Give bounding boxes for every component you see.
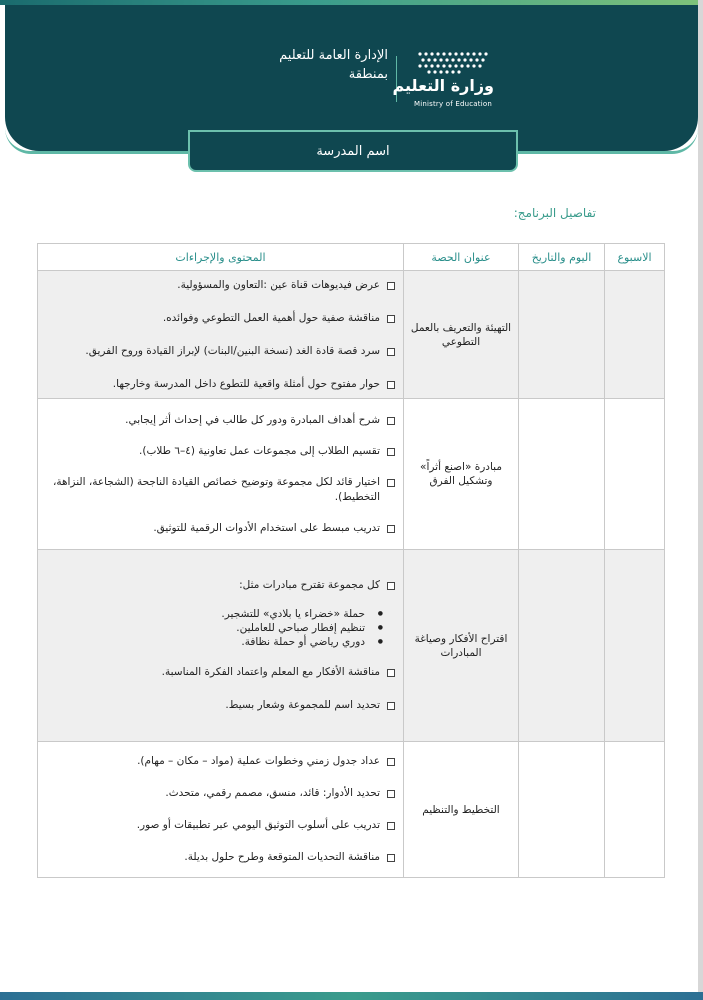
checkbox-icon[interactable] [387,448,395,456]
initiative-bullets [44,607,395,649]
day-date-cell[interactable] [519,271,605,399]
program-table [37,243,665,878]
item-text: مناقشة التحديات المتوقعة وطرح حلول بديلة. [184,851,380,863]
checkbox-icon[interactable] [387,315,395,323]
item-text: مناقشة صفية حول أهمية العمل التطوعي وفوائده. [162,311,380,324]
item-text: مناقشة الأفكار مع المعلم واعتماد الفكرة المناسبة. [161,666,380,678]
bullet-item: ● تنظيم إفطار صباحي للعاملين. [44,621,365,635]
ministry-region-label [262,46,388,84]
checkbox-icon[interactable] [387,758,395,766]
topic-cell: التخطيط والتنظيم [404,742,519,878]
checkbox-icon[interactable] [387,854,395,862]
list-item [44,786,395,801]
list-item [44,344,395,359]
page-edge-shadow [698,0,703,1000]
header-day-date: اليوم والتاريخ [519,244,605,271]
ministry-line-1: الإدارة العامة للتعليم [279,48,388,63]
day-date-cell[interactable] [519,399,605,550]
item-text: شرح أهداف المبادرة ودور كل طالب في إحداث أثر إيجابي. [125,413,380,426]
table-row [38,550,665,742]
topic-cell: التهيئة والتعريف بالعمل التطوعي [404,271,519,399]
school-name-box [188,130,518,172]
item-text: حوار مفتوح حول أمثلة واقعية للتطوع داخل المدرسة وخارجها. [112,377,380,390]
bullet-item: ● دوري رياضي أو حملة نظافة. [44,635,365,649]
list-item [44,311,395,326]
ministry-line-2: بمنطقة [348,67,388,82]
content-cell [38,550,404,742]
list-item [44,278,395,293]
header-content: المحتوى والإجراءات [38,244,404,271]
list-item [44,850,395,865]
content-cell [38,271,404,399]
item-text: سرد قصة قادة الغد (نسخة البنين/البنات) لإبراز القيادة وروح الفريق. [85,344,380,357]
ministry-logo [392,48,498,114]
bullet-item: ● حملة «خضراء يا بلادي» للتشجير. [44,607,365,621]
item-text: عرض فيديوهات قناة عين :التعاون والمسؤولية. [177,278,380,291]
item-text: اختيار قائد لكل مجموعة وتوضيح خصائص القيادة الناجحة (الشجاعة، النزاهة، التخطيط). [52,475,380,503]
checkbox-icon[interactable] [387,525,395,533]
school-name-label: اسم المدرسة [316,143,390,159]
item-text: تحديد اسم للمجموعة وشعار بسيط. [225,699,380,711]
week-cell[interactable] [605,271,665,399]
logo-english-text: Ministry of Education [413,100,492,108]
header-lesson-title: عنوان الحصة [404,244,519,271]
item-text: تدريب على أسلوب التوثيق اليومي عبر تطبيقات أو صور. [136,819,380,831]
checkbox-icon[interactable] [387,417,395,425]
list-item [44,444,395,459]
footer-accent-bar [0,992,703,1000]
header-week: الاسبوع [605,244,665,271]
table-row [38,271,665,399]
logo-arabic-text: وزارة التعليم [392,76,494,95]
list-item [44,377,395,392]
checkbox-icon[interactable] [387,790,395,798]
item-text: تدريب مبسط على استخدام الأدوات الرقمية للتوثيق. [153,521,380,534]
week-cell[interactable] [605,399,665,550]
content-cell [38,742,404,878]
table-header-row [38,244,665,271]
topic-cell: مبادرة «اصنع أثراً» وتشكيل الفرق [404,399,519,550]
list-item [44,698,395,713]
checkbox-icon[interactable] [387,582,395,590]
list-item [44,578,395,593]
logo-dots-icon [416,48,496,78]
topic-cell: اقتراح الأفكار وصياغة المبادرات [404,550,519,742]
week-cell[interactable] [605,550,665,742]
program-details-title: تفاصيل البرنامج: [513,206,596,220]
list-item [44,818,395,833]
table-row [38,399,665,550]
item-text: تحديد الأدوار: قائد، منسق، مصمم رقمي، متحدث. [165,787,380,799]
item-text: عداد جدول زمني وخطوات عملية (مواد – مكان – مهام). [137,755,380,767]
list-item [44,665,395,680]
checkbox-icon[interactable] [387,669,395,677]
table-row [38,742,665,878]
day-date-cell[interactable] [519,742,605,878]
list-item [44,521,395,536]
week-cell[interactable] [605,742,665,878]
content-cell [38,399,404,550]
list-item [44,413,395,428]
list-item [44,754,395,769]
list-item [44,475,395,505]
checkbox-icon[interactable] [387,822,395,830]
checkbox-icon[interactable] [387,381,395,389]
checkbox-icon[interactable] [387,348,395,356]
checkbox-icon[interactable] [387,282,395,290]
checkbox-icon[interactable] [387,479,395,487]
item-text: تقسيم الطلاب إلى مجموعات عمل تعاونية (٤–٦ طلاب). [139,444,380,457]
day-date-cell[interactable] [519,550,605,742]
item-text: كل مجموعة تقترح مبادرات مثل: [239,579,380,591]
checkbox-icon[interactable] [387,702,395,710]
